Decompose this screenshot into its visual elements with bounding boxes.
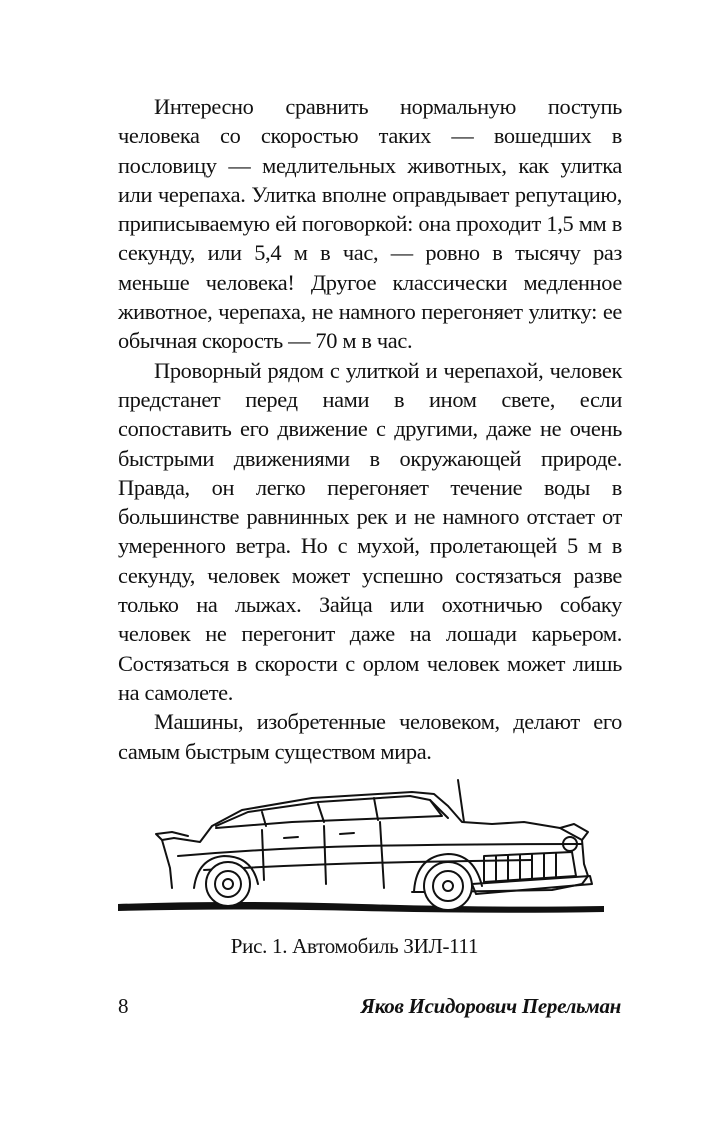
running-footer-author: Яков Исидорович Перельман — [360, 994, 621, 1018]
body-text — [118, 92, 622, 766]
figure-caption: Рис. 1. Автомобиль ЗИЛ-111 — [230, 934, 479, 958]
page-number: 8 — [118, 994, 129, 1018]
car-illustration-icon — [112, 772, 610, 922]
paragraph: Проворный рядом с улиткой и черепахой, человек предстанет перед нами в ином свете, если сопоставить его движение с другими, даже не очень быстрыми движениями в окружающей природе. Правда, он легко перегоняет течение воды в большинстве равнинных рек и не намного отстает от умеренного ветра. Но с мухой, пролетающей 5 м в секунду, человек может успешно состязаться разве только на лыжах. Зайца или охотничью собаку человек не перегонит даже на лошади карьером. Состязаться в скорости с орлом человек может лишь на самолете. — [118, 357, 622, 705]
paragraph: Интересно сравнить нормальную поступь человека со скоростью таких — вошедших в пословицу — медлительных животных, как улитка или черепаха. Улитка вполне оправдывает репутацию, приписываемую ей поговоркой: она проходит 1,5 мм в секунду, или 5,4 м в час, — ровно в тысячу раз меньше человека! Другое классически медленное животное, черепаха, не намного перегоняет улитку: ее обычная скорость — 70 м в час. — [118, 94, 622, 354]
paragraph: Машины, изобретенные человеком, делают его самым быстрым существом мира. — [118, 709, 622, 764]
